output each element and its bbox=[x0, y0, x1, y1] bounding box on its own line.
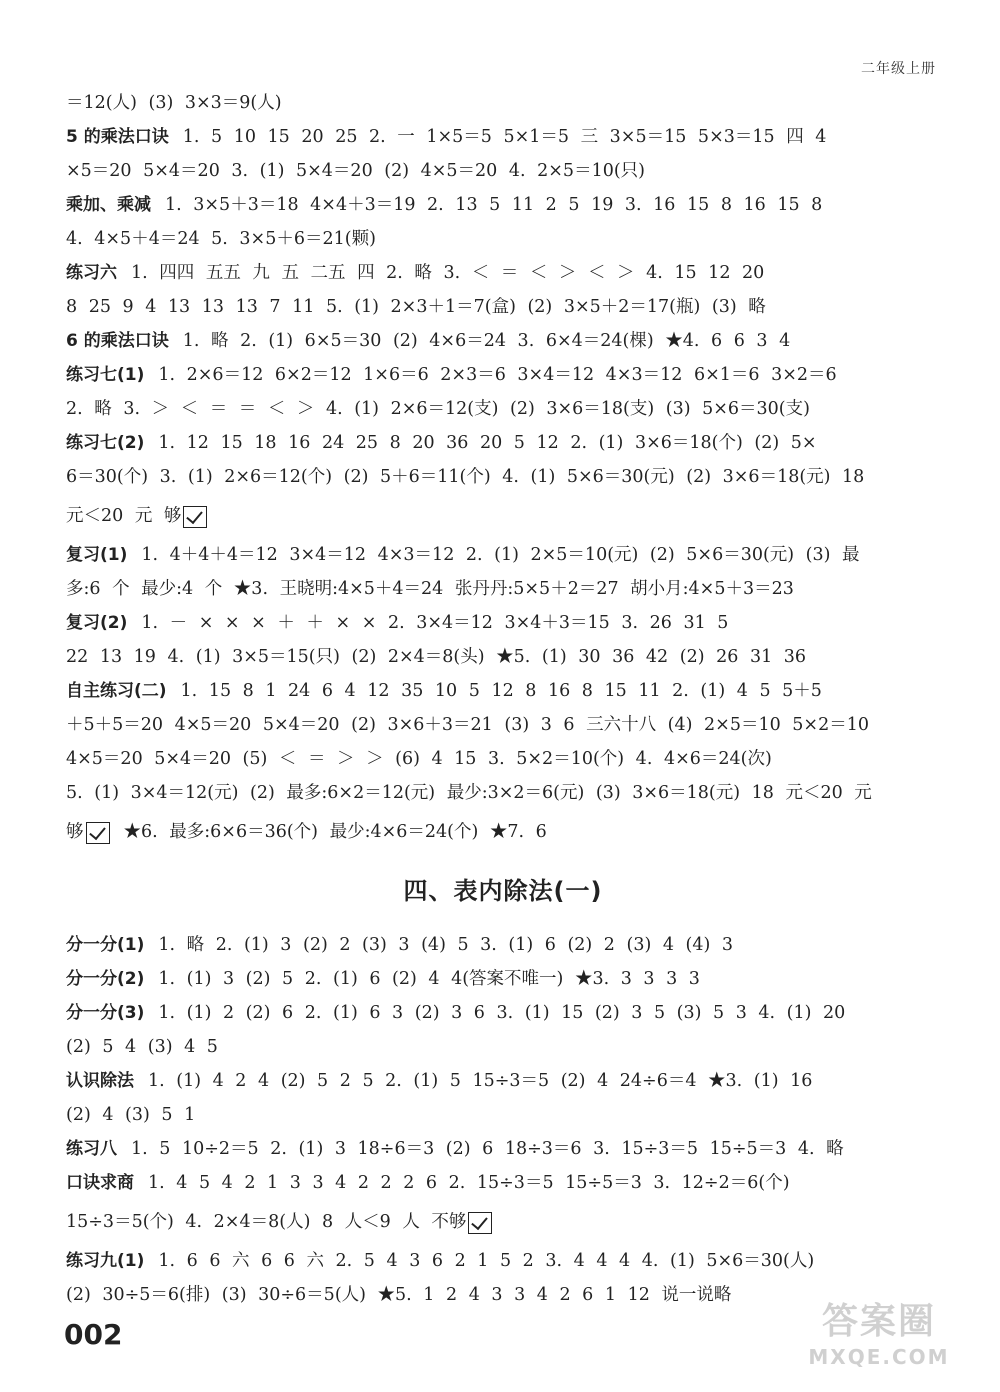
watermark-text-line2: MXQE.COM bbox=[808, 1345, 950, 1369]
answer-line bbox=[66, 1166, 940, 1200]
answer-text: 1. 4 5 4 2 1 3 3 4 2 2 2 6 2. 15÷3＝5 15÷5＝3 3. 12÷2＝6(个) bbox=[148, 1173, 790, 1193]
answer-text: 1. － × × × ＋ ＋ × × 2. 3×4＝12 3×4＋3＝15 3. 26 31 5 bbox=[141, 613, 729, 633]
answer-text: 15÷3＝5(个) 4. 2×4＝8(人) 8 人＜9 人 不够 bbox=[66, 1212, 467, 1232]
answer-text: 1. 6 6 六 6 6 六 2. 5 4 3 6 2 1 5 2 3. 4 4 4 4. (1) 5×6＝30(人) bbox=[158, 1251, 815, 1271]
lesson-heading: 乘加、乘减 bbox=[66, 195, 151, 215]
answer-line bbox=[66, 392, 940, 426]
answer-line bbox=[66, 494, 940, 538]
answer-text: ＝12(人) (3) 3×3＝9(人) bbox=[66, 93, 282, 113]
answer-text: 元＜20 元 够 bbox=[66, 506, 182, 526]
answer-text-tail: ★6. 最多:6×6＝36(个) 最少:4×6＝24(个) ★7. 6 bbox=[123, 822, 547, 842]
checkbox-tick-icon bbox=[468, 1212, 492, 1234]
answer-text: 1. 四四 五五 九 五 二五 四 2. 略 3. ＜ ＝ ＜ ＞ ＜ ＞ 4. 15 12 20 bbox=[131, 263, 765, 283]
answer-text: 5. (1) 3×4＝12(元) (2) 最多:6×2＝12(元) 最少:3×2＝6(元) (3) 3×6＝18(元) 18 元＜20 元 bbox=[66, 783, 872, 803]
lesson-heading: 分一分(1) bbox=[66, 935, 145, 955]
answer-line bbox=[66, 572, 940, 606]
answer-text: 够 bbox=[66, 822, 84, 842]
answer-text: 6＝30(个) 3. (1) 2×6＝12(个) (2) 5＋6＝11(个) 4. (1) 5×6＝30(元) (2) 3×6＝18(元) 18 bbox=[66, 467, 865, 487]
answer-line bbox=[66, 154, 940, 188]
answer-text: 1. 5 10÷2＝5 2. (1) 3 18÷6＝3 (2) 6 18÷3＝6 3. 15÷3＝5 15÷5＝3 4. 略 bbox=[131, 1139, 844, 1159]
answer-content bbox=[66, 86, 940, 1312]
answer-line bbox=[66, 674, 940, 708]
answer-text: 1. 2×6＝12 6×2＝12 1×6＝6 2×3＝6 3×4＝12 4×3＝12 6×1＝6 3×2＝6 bbox=[158, 365, 837, 385]
answer-line bbox=[66, 928, 940, 962]
answer-text: 2. 略 3. ＞ ＜ ＝ ＝ ＜ ＞ 4. (1) 2×6＝12(支) (2) 3×6＝18(支) (3) 5×6＝30(支) bbox=[66, 399, 810, 419]
answer-line bbox=[66, 996, 940, 1030]
watermark-logo bbox=[794, 1300, 964, 1380]
answer-text: 4. 4×5＋4＝24 5. 3×5＋6＝21(颗) bbox=[66, 229, 376, 249]
answer-text: 1. 略 2. (1) 6×5＝30 (2) 4×6＝24 3. 6×4＝24(棵) ★4. 6 6 3 4 bbox=[182, 331, 791, 351]
answer-line bbox=[66, 120, 940, 154]
answer-line bbox=[66, 460, 940, 494]
answer-line bbox=[66, 810, 940, 854]
answer-text: (2) 30÷5＝6(排) (3) 30÷6＝5(人) ★5. 1 2 4 3 3 4 2 6 1 12 说一说略 bbox=[66, 1285, 732, 1305]
lesson-heading: 分一分(3) bbox=[66, 1003, 145, 1023]
answer-text: (2) 5 4 (3) 4 5 bbox=[66, 1037, 218, 1057]
answer-line bbox=[66, 742, 940, 776]
answer-text: 1. 5 10 15 20 25 2. 一 1×5＝5 5×1＝5 三 3×5＝15 5×3＝15 四 4 bbox=[182, 127, 827, 147]
answer-text: 1. (1) 4 2 4 (2) 5 2 5 2. (1) 5 15÷3＝5 (2) 4 24÷6＝4 ★3. (1) 16 bbox=[148, 1071, 813, 1091]
answer-line bbox=[66, 188, 940, 222]
lesson-heading: 复习(2) bbox=[66, 613, 128, 633]
answer-line bbox=[66, 1030, 940, 1064]
answer-line bbox=[66, 1244, 940, 1278]
watermark-text-line1: 答案圈 bbox=[821, 1301, 936, 1342]
answer-line bbox=[66, 640, 940, 674]
answer-text: 1. 15 8 1 24 6 4 12 35 10 5 12 8 16 8 15 11 2. (1) 4 5 5＋5 bbox=[180, 681, 822, 701]
answer-line bbox=[66, 708, 940, 742]
multiplication-answers bbox=[66, 86, 940, 854]
lesson-heading: 5 的乘法口诀 bbox=[66, 127, 169, 147]
answer-text: 1. (1) 2 (2) 6 2. (1) 6 3 (2) 3 6 3. (1) 15 (2) 3 5 (3) 5 3 4. (1) 20 bbox=[158, 1003, 846, 1023]
grade-header: 二年级上册 bbox=[861, 61, 936, 77]
lesson-heading: 练习七(2) bbox=[66, 433, 145, 453]
answer-text: 多:6 个 最少:4 个 ★3. 王晓明:4×5＋4＝24 张丹丹:5×5＋2＝27 胡小月:4×5＋3＝23 bbox=[66, 579, 794, 599]
page-number: 002 bbox=[64, 1318, 123, 1351]
answer-text: (2) 4 (3) 5 1 bbox=[66, 1105, 196, 1125]
answer-text: 1. 4＋4＋4＝12 3×4＝12 4×3＝12 2. (1) 2×5＝10(元) (2) 5×6＝30(元) (3) 最 bbox=[141, 545, 860, 565]
lesson-heading: 口诀求商 bbox=[66, 1173, 134, 1193]
lesson-heading: 练习九(1) bbox=[66, 1251, 145, 1271]
lesson-heading: 练习七(1) bbox=[66, 365, 145, 385]
checkbox-tick-icon bbox=[86, 822, 110, 844]
lesson-heading: 复习(1) bbox=[66, 545, 128, 565]
lesson-heading: 练习六 bbox=[66, 263, 117, 283]
lesson-heading: 分一分(2) bbox=[66, 969, 145, 989]
answer-line bbox=[66, 1200, 940, 1244]
lesson-heading: 6 的乘法口诀 bbox=[66, 331, 169, 351]
answer-line bbox=[66, 86, 940, 120]
answer-line bbox=[66, 1064, 940, 1098]
answer-text: ×5＝20 5×4＝20 3. (1) 5×4＝20 (2) 4×5＝20 4. 2×5＝10(只) bbox=[66, 161, 645, 181]
answer-text: 1. (1) 3 (2) 5 2. (1) 6 (2) 4 4(答案不唯一) ★3. 3 3 3 3 bbox=[158, 969, 700, 989]
answer-line bbox=[66, 538, 940, 572]
answer-text: 1. 12 15 18 16 24 25 8 20 36 20 5 12 2. (1) 3×6＝18(个) (2) 5× bbox=[158, 433, 817, 453]
answer-text: ＋5＋5＝20 4×5＝20 5×4＝20 (2) 3×6＋3＝21 (3) 3 6 三六十八 (4) 2×5＝10 5×2＝10 bbox=[66, 715, 869, 735]
answer-line bbox=[66, 222, 940, 256]
answer-text: 4×5＝20 5×4＝20 (5) ＜ ＝ ＞ ＞ (6) 4 15 3. 5×2＝10(个) 4. 4×6＝24(次) bbox=[66, 749, 772, 769]
answer-text: 1. 3×5＋3＝18 4×4＋3＝19 2. 13 5 11 2 5 19 3. 16 15 8 16 15 8 bbox=[165, 195, 823, 215]
answer-line bbox=[66, 290, 940, 324]
section-title: 四、表内除法(一) bbox=[403, 877, 603, 905]
answer-line bbox=[66, 426, 940, 460]
lesson-heading: 认识除法 bbox=[66, 1071, 134, 1091]
division-answers bbox=[66, 928, 940, 1312]
answer-line bbox=[66, 776, 940, 810]
lesson-heading: 自主练习(二) bbox=[66, 681, 167, 701]
answer-line bbox=[66, 606, 940, 640]
lesson-heading: 练习八 bbox=[66, 1139, 117, 1159]
answer-line bbox=[66, 1098, 940, 1132]
answer-line bbox=[66, 1132, 940, 1166]
answer-line bbox=[66, 256, 940, 290]
answer-text: 1. 略 2. (1) 3 (2) 2 (3) 3 (4) 5 3. (1) 6 (2) 2 (3) 4 (4) 3 bbox=[158, 935, 734, 955]
answer-line bbox=[66, 962, 940, 996]
answer-text: 8 25 9 4 13 13 13 7 11 5. (1) 2×3＋1＝7(盒) (2) 3×5＋2＝17(瓶) (3) 略 bbox=[66, 297, 766, 317]
answer-line bbox=[66, 324, 940, 358]
checkbox-tick-icon bbox=[183, 506, 207, 528]
answer-text: 22 13 19 4. (1) 3×5＝15(只) (2) 2×4＝8(头) ★5. (1) 30 36 42 (2) 26 31 36 bbox=[66, 647, 807, 667]
answer-line bbox=[66, 358, 940, 392]
